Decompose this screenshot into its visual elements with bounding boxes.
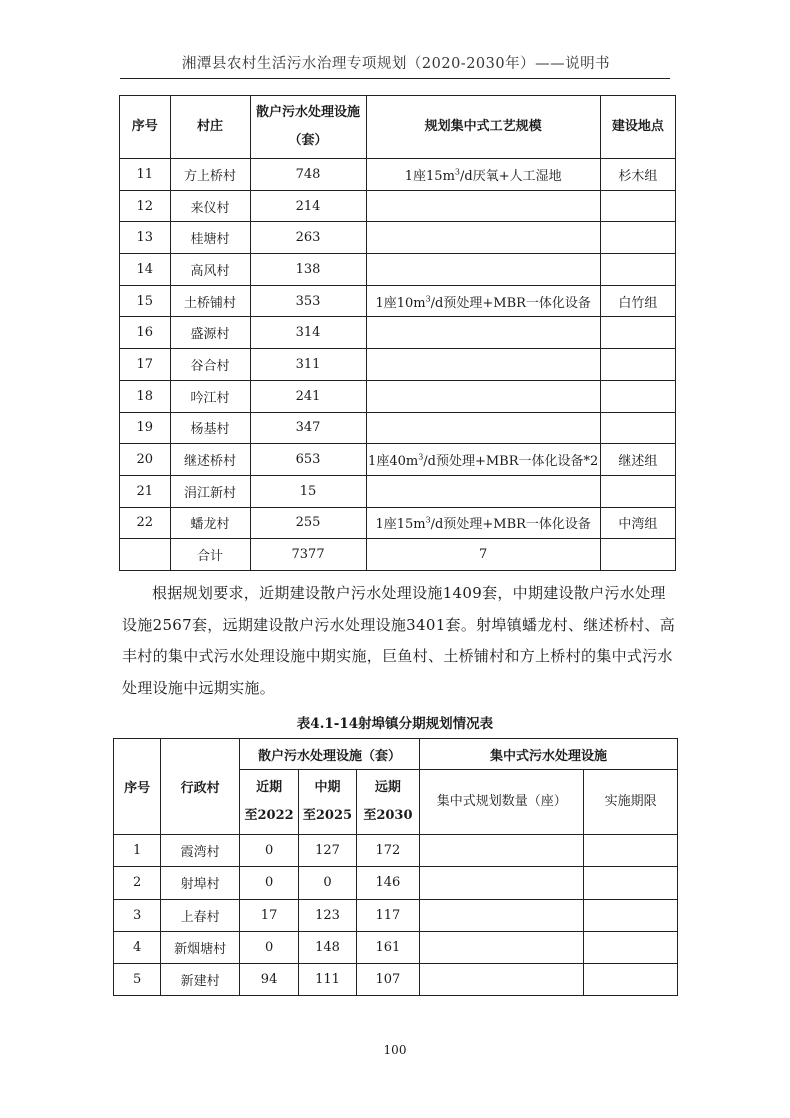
table-row — [114, 867, 678, 899]
far-year: 至2030 — [363, 808, 413, 823]
cell-village: 盛源村 — [170, 317, 250, 349]
cell-site — [600, 254, 675, 286]
col-header-central-count: 集中式规划数量（座） — [420, 770, 584, 835]
table-row — [120, 222, 676, 254]
cell-village: 射埠村 — [161, 867, 240, 899]
cell-no: 18 — [120, 380, 171, 412]
cell-no: 1 — [114, 835, 161, 867]
cell-no: 4 — [114, 931, 161, 963]
total-site — [600, 539, 675, 571]
cell-central-count — [420, 899, 584, 931]
cell-central-count — [420, 931, 584, 963]
cell-no: 13 — [120, 222, 171, 254]
cell-site — [600, 190, 675, 222]
cell-households: 353 — [250, 285, 366, 317]
body-paragraph: 根据规划要求，近期建设散户污水处理设施1409套，中期建设散户污水处理设施2567套，远期建设散户污水处理设施3401套。射埠镇蟠龙村、继述桥村、高丰村的集中式污水处理设施中期实施，巨鱼村、土桥铺村和方上桥村的集中式污水处理设施中远期实施。 — [122, 584, 676, 697]
cell-village: 新烟塘村 — [161, 931, 240, 963]
cell-far: 117 — [356, 899, 419, 931]
col-header-near — [239, 770, 298, 835]
table-row — [120, 190, 676, 222]
table-row — [120, 380, 676, 412]
total-scale: 7 — [366, 539, 600, 571]
cell-site: 继述组 — [600, 444, 675, 476]
table-row — [120, 412, 676, 444]
village-facilities-table — [119, 95, 676, 571]
cell-mid: 127 — [299, 835, 356, 867]
cell-scale — [366, 412, 600, 444]
col-header-no: 序号 — [120, 96, 171, 159]
cell-no: 17 — [120, 349, 171, 381]
superscript: 3 — [454, 167, 460, 177]
cell-households: 347 — [250, 412, 366, 444]
cell-village: 来仪村 — [170, 190, 250, 222]
table-row — [114, 931, 678, 963]
cell-scale — [366, 349, 600, 381]
far-label: 远期 — [374, 780, 401, 795]
col-header-mid — [299, 770, 356, 835]
col-header-households — [250, 96, 366, 159]
scale-prefix: 1座40m — [368, 454, 419, 470]
cell-households: 314 — [250, 317, 366, 349]
total-label: 合计 — [170, 539, 250, 571]
cell-households: 15 — [250, 475, 366, 507]
table-row — [120, 444, 676, 476]
cell-no: 14 — [120, 254, 171, 286]
cell-scale — [366, 190, 600, 222]
cell-scale — [366, 254, 600, 286]
cell-no: 16 — [120, 317, 171, 349]
cell-village: 土桥铺村 — [170, 285, 250, 317]
table-row — [120, 317, 676, 349]
cell-scale — [366, 222, 600, 254]
cell-period — [584, 931, 678, 963]
table-header-row — [114, 739, 678, 770]
cell-far: 146 — [356, 867, 419, 899]
cell-far: 161 — [356, 931, 419, 963]
cell-central-count — [420, 964, 584, 996]
table-row — [120, 254, 676, 286]
table-row — [114, 964, 678, 996]
superscript: 3 — [418, 452, 424, 462]
scale-prefix: 1座10m — [375, 295, 426, 311]
cell-site: 杉木组 — [600, 159, 675, 191]
superscript: 3 — [425, 294, 431, 304]
table-row — [120, 285, 676, 317]
cell-no: 15 — [120, 285, 171, 317]
scale-suffix: /d预处理+MBR一体化设备*2 — [423, 454, 599, 470]
cell-site: 白竹组 — [600, 285, 675, 317]
cell-village: 桂塘村 — [170, 222, 250, 254]
cell-village: 上春村 — [161, 899, 240, 931]
col-header-village: 村庄 — [170, 96, 250, 159]
phased-plan-table — [113, 738, 678, 996]
cell-mid: 148 — [299, 931, 356, 963]
cell-households: 241 — [250, 380, 366, 412]
table-total-row — [120, 539, 676, 571]
page-number: 100 — [383, 1043, 407, 1057]
cell-scale — [366, 317, 600, 349]
cell-village: 吟江村 — [170, 380, 250, 412]
cell-scale — [366, 380, 600, 412]
cell-village: 谷合村 — [170, 349, 250, 381]
scale-suffix: /d预处理+MBR一体化设备 — [430, 295, 591, 311]
cell-households: 263 — [250, 222, 366, 254]
total-households: 7377 — [250, 539, 366, 571]
mid-year: 至2025 — [302, 808, 353, 823]
table-header-row — [120, 96, 676, 159]
col-header-village: 行政村 — [161, 739, 240, 835]
col-header-far — [356, 770, 419, 835]
cell-households: 748 — [250, 159, 366, 191]
cell-village: 方上桥村 — [170, 159, 250, 191]
cell-village: 高风村 — [170, 254, 250, 286]
col-header-period: 实施期限 — [584, 770, 678, 835]
cell-village: 继述桥村 — [170, 444, 250, 476]
cell-no: 2 — [114, 867, 161, 899]
cell-no: 19 — [120, 412, 171, 444]
cell-scale — [366, 475, 600, 507]
near-label: 近期 — [256, 780, 283, 795]
cell-no: 3 — [114, 899, 161, 931]
cell-no: 21 — [120, 475, 171, 507]
cell-site: 中湾组 — [600, 507, 675, 539]
col-header-scale: 规划集中式工艺规模 — [366, 96, 600, 159]
cell-near: 94 — [239, 964, 298, 996]
cell-households: 653 — [250, 444, 366, 476]
table-row — [120, 159, 676, 191]
cell-village: 新建村 — [161, 964, 240, 996]
cell-households: 214 — [250, 190, 366, 222]
cell-no: 20 — [120, 444, 171, 476]
cell-period — [584, 835, 678, 867]
cell-site — [600, 349, 675, 381]
cell-near: 17 — [239, 899, 298, 931]
cell-far: 172 — [356, 835, 419, 867]
cell-site — [600, 380, 675, 412]
cell-scale — [366, 159, 600, 191]
table-caption: 表4.1-14射埠镇分期规划情况表 — [296, 716, 494, 732]
cell-village: 蟠龙村 — [170, 507, 250, 539]
cell-period — [584, 899, 678, 931]
header-rule — [120, 78, 670, 79]
cell-site — [600, 475, 675, 507]
cell-near: 0 — [239, 931, 298, 963]
superscript: 3 — [425, 516, 431, 526]
cell-no: 11 — [120, 159, 171, 191]
cell-central-count — [420, 867, 584, 899]
cell-village: 涓江新村 — [170, 475, 250, 507]
cell-mid: 123 — [299, 899, 356, 931]
cell-site — [600, 412, 675, 444]
cell-mid: 111 — [299, 964, 356, 996]
table-row — [120, 507, 676, 539]
cell-households: 311 — [250, 349, 366, 381]
cell-far: 107 — [356, 964, 419, 996]
scale-prefix: 1座15m — [375, 517, 426, 533]
table-row — [120, 475, 676, 507]
scale-prefix: 1座15m — [404, 168, 455, 184]
cell-mid: 0 — [299, 867, 356, 899]
table-row — [114, 835, 678, 867]
table-row — [120, 349, 676, 381]
cell-near: 0 — [239, 867, 298, 899]
cell-scale — [366, 285, 600, 317]
scale-suffix: /d厌氧+人工湿地 — [460, 168, 562, 184]
cell-no: 12 — [120, 190, 171, 222]
cell-period — [584, 867, 678, 899]
col-header-dispersed-group: 散户污水处理设施（套） — [239, 739, 419, 770]
document-header-title: 湘潭县农村生活污水治理专项规划（2020-2030年）——说明书 — [181, 56, 611, 72]
table-row — [114, 899, 678, 931]
cell-village: 霞湾村 — [161, 835, 240, 867]
col-header-households-line1: 散户污水处理设施 — [256, 105, 361, 120]
col-header-site: 建设地点 — [600, 96, 675, 159]
scale-suffix: /d预处理+MBR一体化设备 — [430, 517, 591, 533]
cell-no: 5 — [114, 964, 161, 996]
cell-village: 杨基村 — [170, 412, 250, 444]
cell-site — [600, 317, 675, 349]
col-header-households-line2: （套） — [288, 133, 328, 148]
cell-period — [584, 964, 678, 996]
col-header-no: 序号 — [114, 739, 161, 835]
cell-central-count — [420, 835, 584, 867]
cell-no: 22 — [120, 507, 171, 539]
cell-near: 0 — [239, 835, 298, 867]
col-header-central-group: 集中式污水处理设施 — [420, 739, 678, 770]
total-no — [120, 539, 171, 571]
cell-scale — [366, 507, 600, 539]
cell-households: 255 — [250, 507, 366, 539]
cell-scale — [366, 444, 600, 476]
mid-label: 中期 — [314, 780, 341, 795]
near-year: 至2022 — [244, 808, 294, 823]
cell-site — [600, 222, 675, 254]
cell-households: 138 — [250, 254, 366, 286]
